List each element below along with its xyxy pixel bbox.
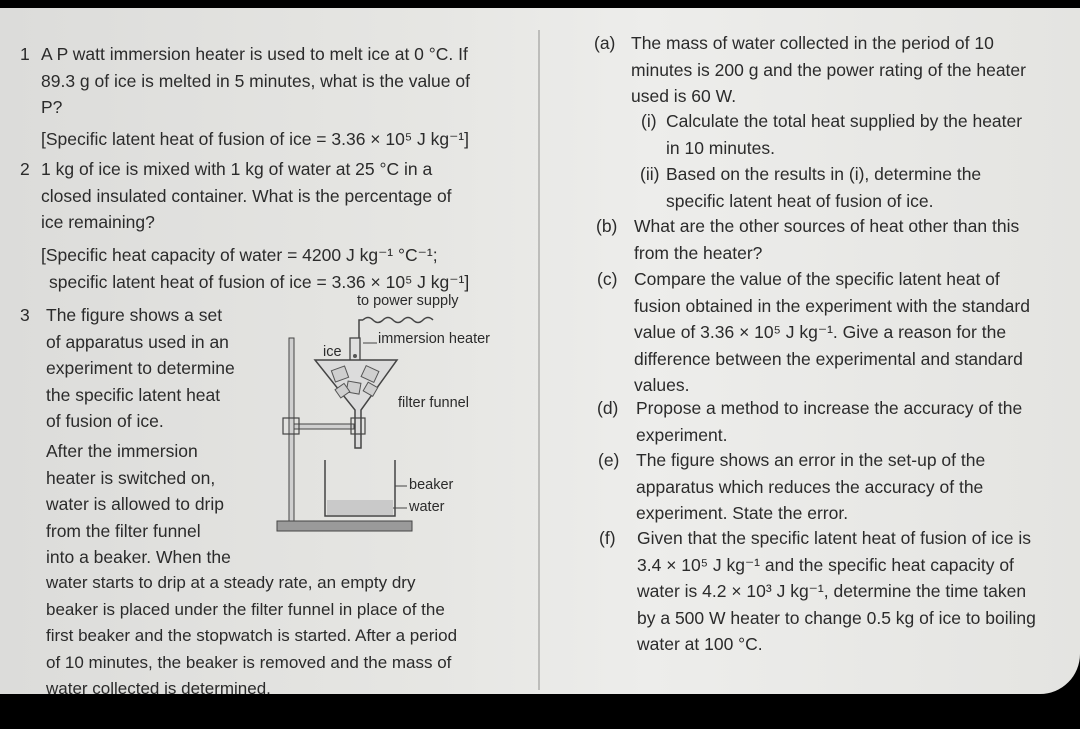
part-line: The figure shows an error in the set-up of the (636, 450, 986, 470)
question-1-given: [Specific latent heat of fusion of ice = 3.36 × 10⁵ J kg⁻¹] (41, 129, 469, 149)
label-immersion-heater: immersion heater (378, 331, 491, 347)
question-line: experiment to determine (46, 358, 235, 378)
part-line: Calculate the total heat supplied by the heater (666, 111, 1023, 131)
part-line: apparatus which reduces the accuracy of the (636, 476, 984, 497)
part-line: from the heater? (634, 242, 763, 263)
question-line: beaker is placed under the filter funnel in place of the (46, 599, 445, 619)
part-line: 3.4 × 10⁵ J kg⁻¹ and the specific heat capacity of (637, 554, 1014, 575)
part-line: by a 500 W heater to change 0.5 kg of ice to boiling (637, 607, 1036, 628)
part-d (636, 395, 1022, 448)
textbook-page (0, 8, 1080, 694)
question-line: A P watt immersion heater is used to melt ice at 0 °C. If (41, 44, 468, 64)
part-line: value of 3.36 × 10⁵ J kg⁻¹. Give a reason for the (634, 322, 1007, 342)
label-beaker: beaker (409, 477, 454, 493)
question-3-procedure-continued (46, 570, 457, 694)
question-1 (41, 41, 470, 121)
question-line: 89.3 g of ice is melted in 5 minutes, what is the value of (41, 70, 470, 91)
part-label: (a) (594, 33, 616, 53)
part-label: (e) (598, 450, 620, 470)
question-3-intro (46, 302, 235, 435)
retort-stand-rod (289, 338, 294, 521)
part-line: water at 100 °C. (637, 634, 763, 654)
question-number: 2 (20, 159, 30, 179)
question-3-procedure (46, 438, 231, 571)
part-label: (i) (641, 111, 657, 131)
part-a-i (666, 108, 1022, 161)
part-label: (ii) (640, 164, 660, 184)
given-line: [Specific heat capacity of water = 4200 J kg⁻¹ °C⁻¹; (41, 245, 438, 265)
part-f (637, 525, 1036, 658)
label-water: water (409, 499, 445, 515)
question-line: 1 kg of ice is mixed with 1 kg of water at 25 °C in a (41, 159, 433, 179)
part-line: What are the other sources of heat other than this (634, 216, 1020, 236)
question-line: closed insulated container. What is the percentage of (41, 185, 452, 206)
power-lead (363, 318, 433, 323)
part-a-ii (666, 161, 981, 214)
part-b (634, 213, 1019, 266)
part-e (636, 447, 985, 527)
part-label: (d) (597, 398, 619, 418)
part-label: (b) (596, 216, 618, 236)
black-border (0, 694, 1080, 729)
part-line: difference between the experimental and standard (634, 348, 1023, 369)
question-line: The figure shows a set (46, 305, 223, 325)
question-number: 3 (20, 305, 30, 325)
question-line: water is allowed to drip (46, 494, 224, 514)
clamp-arm (294, 424, 354, 429)
part-line: Based on the results in (i), determine the (666, 164, 982, 184)
question-line: the specific latent heat (46, 384, 221, 405)
column-divider (538, 30, 540, 690)
part-c (634, 266, 1030, 399)
part-line: fusion obtained in the experiment with the standard (634, 295, 1030, 316)
question-line: After the immersion (46, 441, 198, 461)
part-line: experiment. (636, 424, 728, 445)
question-line: water collected is determined. (46, 679, 271, 694)
water-in-beaker (327, 500, 393, 515)
question-number: 1 (20, 44, 30, 64)
part-line: specific latent heat of fusion of ice. (666, 190, 934, 211)
question-line: from the filter funnel (46, 520, 201, 541)
part-line: The mass of water collected in the period of 10 (631, 33, 994, 53)
question-line: into a beaker. When the (46, 547, 231, 567)
question-line: first beaker and the stopwatch is started. After a period (46, 626, 458, 645)
part-a (631, 30, 1026, 110)
part-line: Propose a method to increase the accuracy of the (636, 398, 1023, 418)
question-line: of 10 minutes, the beaker is removed and the mass of (46, 652, 452, 672)
question-line: ice remaining? (41, 212, 155, 232)
part-line: Compare the value of the specific latent heat of (634, 269, 1000, 289)
question-2 (41, 156, 452, 236)
label-to-power-supply: to power supply (357, 293, 459, 309)
part-line: values. (634, 375, 690, 395)
question-line: P? (41, 97, 63, 117)
question-line: water starts to drip at a steady rate, an empty dry (46, 573, 416, 592)
question-line: of fusion of ice. (46, 411, 164, 431)
part-label: (c) (597, 269, 618, 289)
label-filter-funnel: filter funnel (398, 395, 469, 411)
label-ice: ice (323, 344, 342, 360)
heater-cable (359, 320, 363, 338)
given-line: specific latent heat of fusion of ice = 3.36 × 10⁵ J kg⁻¹] (49, 271, 470, 292)
question-line: of apparatus used in an (46, 331, 229, 352)
part-line: Given that the specific latent heat of fusion of ice is (637, 528, 1031, 548)
part-line: water is 4.2 × 10³ J kg⁻¹, determine the time taken (637, 581, 1027, 601)
retort-stand-base (277, 521, 412, 531)
part-line: in 10 minutes. (666, 137, 775, 158)
part-label: (f) (599, 528, 616, 548)
question-2-given (41, 242, 469, 295)
part-line: used is 60 W. (631, 86, 737, 106)
filter-funnel (315, 360, 397, 448)
question-line: heater is switched on, (46, 467, 216, 488)
part-line: experiment. State the error. (636, 503, 849, 523)
part-line: minutes is 200 g and the power rating of the heater (631, 59, 1026, 80)
